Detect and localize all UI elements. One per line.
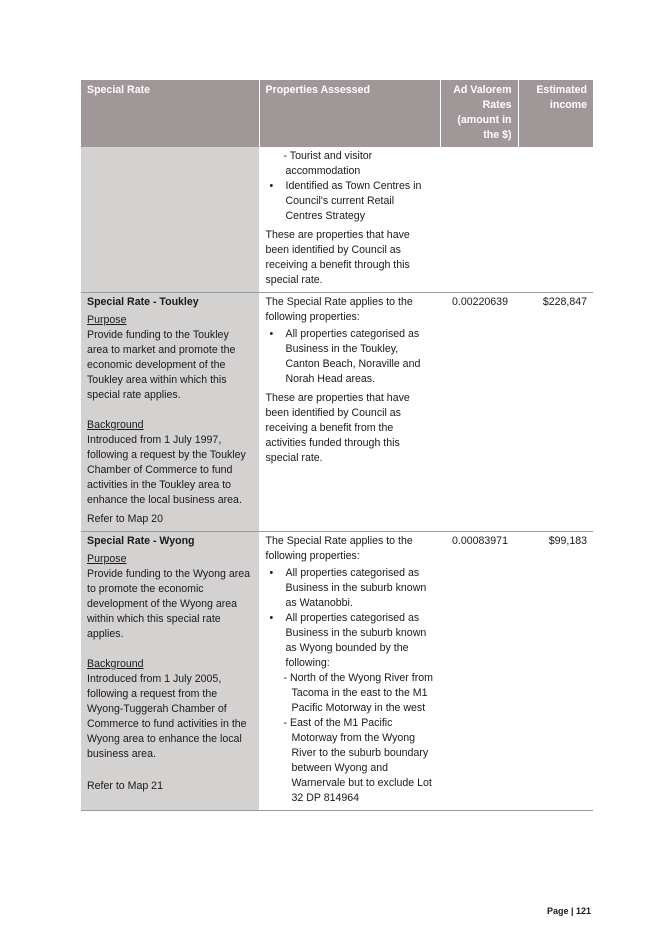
wyong-background-label: Background <box>87 658 144 670</box>
toukley-background-label: Background <box>87 419 144 431</box>
list-item: • All properties categorised as Business in the suburb known as Wyong bounded by the following: <box>286 611 435 671</box>
bullet-list <box>266 566 435 671</box>
bullet-list <box>266 179 435 224</box>
toukley-rate-value: 0.00220639 <box>440 293 518 532</box>
wyong-properties-cell <box>259 532 440 811</box>
continued-income-value <box>518 147 593 293</box>
table-row-continued <box>81 147 593 293</box>
toukley-purpose-label: Purpose <box>87 314 127 326</box>
toukley-purpose-text: Provide funding to the Toukley area to market and promote the economic development of the Toukley area within which this special rate applies. <box>87 329 236 401</box>
header-special-rate: Special Rate <box>81 80 259 147</box>
continued-properties-cell <box>259 147 440 293</box>
special-rates-table <box>81 80 593 811</box>
page-number: Page | 121 <box>546 906 591 916</box>
bullet-list <box>266 327 435 387</box>
sub-item-continuation: accommodation <box>285 165 361 177</box>
toukley-rate-cell <box>81 293 259 532</box>
sub-item: - East of the M1 Pacific Motorway from the Wyong River to the suburb boundary between Wyong and Warnervale but to exclude Lot 32 DP 814964 <box>283 717 432 804</box>
wyong-rate-cell <box>81 532 259 811</box>
toukley-closing-text: These are properties that have been identified by Council as receiving a benefit from the activities funded through this special rate. <box>265 392 410 464</box>
sub-item: - Tourist and visitor <box>283 150 373 162</box>
toukley-properties-cell <box>259 293 440 532</box>
header-estimated-income: Estimated income <box>518 80 593 147</box>
toukley-title: Special Rate - Toukley <box>87 296 199 308</box>
toukley-map-ref: Refer to Map 20 <box>87 513 163 525</box>
toukley-properties-intro: The Special Rate applies to the following properties: <box>265 296 413 323</box>
wyong-income-value: $99,183 <box>518 532 593 811</box>
toukley-income-value: $228,847 <box>518 293 593 532</box>
list-item: • Identified as Town Centres in Council's current Retail Centres Strategy <box>286 179 435 224</box>
continued-rate-cell <box>81 147 259 293</box>
list-item: • All properties categorised as Business in the Toukley, Canton Beach, Noraville and Norah Head areas. <box>286 327 435 387</box>
continued-rate-value <box>440 147 518 293</box>
wyong-rate-value: 0.00083971 <box>440 532 518 811</box>
wyong-purpose-text: Provide funding to the Wyong area to promote the economic development of the Wyong area within which this special rate applies. <box>87 568 251 640</box>
wyong-map-ref: Refer to Map 21 <box>87 780 163 792</box>
wyong-background-text: Introduced from 1 July 2005, following a request from the Wyong-Tuggerah Chamber of Commerce to fund activities in the Wyong area to enhance the local business area. <box>87 673 247 760</box>
list-item: • All properties categorised as Business in the suburb known as Watanobbi. <box>286 566 435 611</box>
sub-item: - North of the Wyong River from Tacoma in the east to the M1 Pacific Motorway in the west <box>283 672 433 714</box>
closing-text: These are properties that have been identified by Council as receiving a benefit through this special rate. <box>265 229 410 286</box>
header-ad-valorem: Ad Valorem Rates (amount in the $) <box>440 80 518 147</box>
table-header-row <box>81 80 593 147</box>
wyong-purpose-label: Purpose <box>87 553 127 565</box>
wyong-title: Special Rate - Wyong <box>87 535 195 547</box>
wyong-properties-intro: The Special Rate applies to the following properties: <box>265 535 413 562</box>
table-row-wyong <box>81 532 593 811</box>
table-row-toukley <box>81 293 593 532</box>
header-properties-assessed: Properties Assessed <box>259 80 440 147</box>
toukley-background-text: Introduced from 1 July 1997, following a request by the Toukley Chamber of Commerce to fund activities in the Toukley area to enhance the local business area. <box>87 434 246 506</box>
